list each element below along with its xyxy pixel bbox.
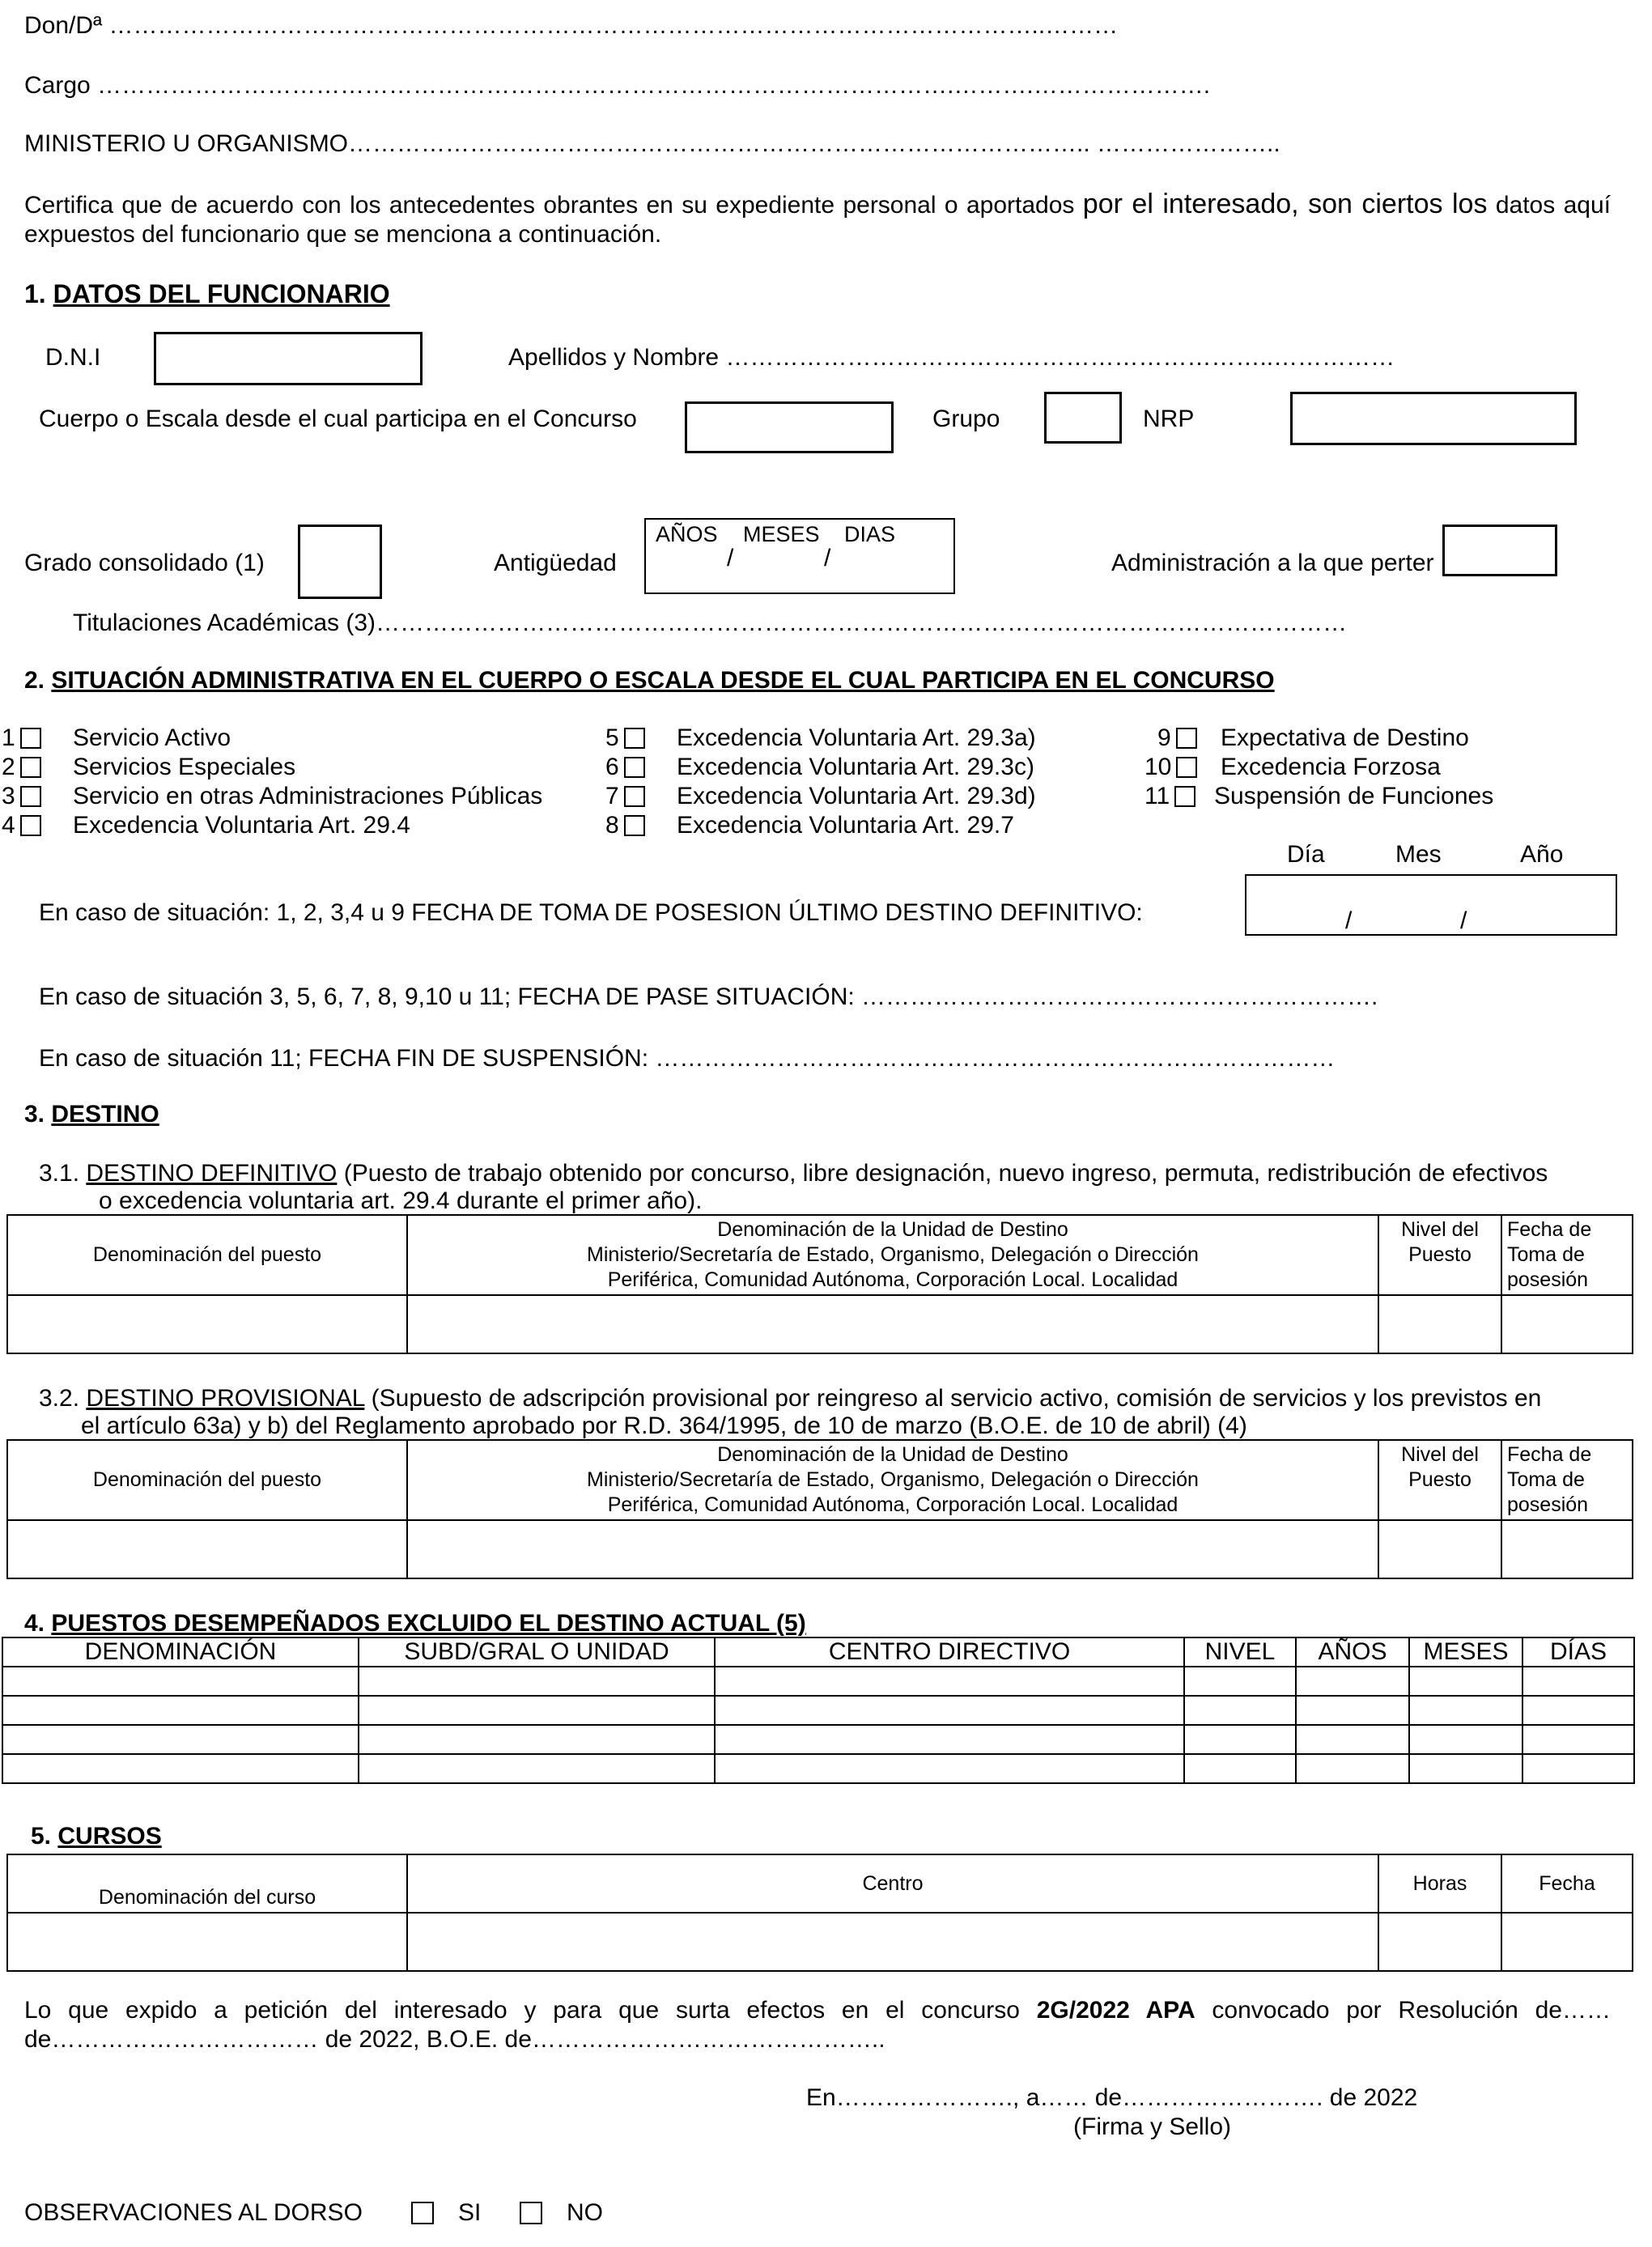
table-cell[interactable] xyxy=(1296,1667,1409,1696)
dias-label: DIAS xyxy=(844,522,896,546)
table-cell[interactable] xyxy=(1184,1725,1296,1754)
dia-label: Día xyxy=(1287,841,1325,868)
table-cell[interactable] xyxy=(1409,1696,1522,1725)
col-denominacion: DENOMINACIÓN xyxy=(2,1637,359,1667)
dni-input[interactable] xyxy=(154,332,423,385)
table-cell[interactable] xyxy=(715,1725,1184,1754)
table-cell[interactable] xyxy=(1184,1696,1296,1725)
table-cell[interactable] xyxy=(359,1696,715,1725)
certifica-text-3: datos aquí expuestos del funcionario que se menciona a continuación. xyxy=(24,192,1611,248)
table-cell[interactable] xyxy=(1522,1696,1634,1725)
header-puesto: Denominación del puesto xyxy=(7,1440,407,1520)
col-centro-directivo: CENTRO DIRECTIVO xyxy=(715,1637,1184,1667)
section-1-heading xyxy=(24,278,390,309)
header-puesto: Denominación del puesto xyxy=(7,1215,407,1295)
situacion-label-8: Excedencia Voluntaria Art. 29.7 xyxy=(677,812,1014,839)
cell-fecha[interactable] xyxy=(1501,1295,1633,1353)
grupo-label: Grupo xyxy=(932,406,1000,432)
table-cell[interactable] xyxy=(359,1754,715,1783)
situacion-option-9[interactable]: 9 xyxy=(1157,724,1197,753)
header-fecha: Fecha de Toma de posesión xyxy=(1501,1215,1633,1295)
table-cell[interactable] xyxy=(1409,1754,1522,1783)
cargo-line xyxy=(24,71,1210,100)
table-cell[interactable] xyxy=(1184,1667,1296,1696)
table-cell[interactable] xyxy=(1522,1725,1634,1754)
table-cell[interactable] xyxy=(2,1696,359,1725)
checkbox[interactable] xyxy=(624,786,645,807)
observaciones-label: OBSERVACIONES AL DORSO xyxy=(24,2199,363,2226)
checkbox[interactable] xyxy=(20,757,41,778)
expido-paragraph xyxy=(24,1996,1611,2054)
don-label: Don/Dª xyxy=(24,12,103,39)
certifica-text-2: por el interesado, son ciertos los xyxy=(1082,189,1488,219)
administracion-label: Administración a la que perter xyxy=(1111,550,1434,576)
header-unidad: Denominación de la Unidad de Destino Ministerio/Secretaría de Estado, Organismo, Delegación o Dirección Periférica, Comunidad Autónoma, Corporación Local. Localidad xyxy=(407,1440,1378,1520)
titulaciones-label: Titulaciones Académicas (3) xyxy=(73,610,376,636)
cargo-field[interactable]: …………………………………………………………………………………………….……….…………………. xyxy=(97,72,1211,99)
table-cell[interactable] xyxy=(359,1667,715,1696)
titulaciones-field[interactable]: ………………………………………………………………………………………………………… xyxy=(376,610,1348,636)
col-meses: MESES xyxy=(1409,1637,1522,1667)
puestos-table xyxy=(2,1637,1635,1784)
cargo-label: Cargo xyxy=(24,72,91,99)
table-cell[interactable] xyxy=(1522,1667,1634,1696)
situacion-label-4: Excedencia Voluntaria Art. 29.4 xyxy=(73,812,410,839)
nrp-input[interactable] xyxy=(1290,392,1577,445)
table-cell[interactable] xyxy=(715,1754,1184,1783)
antiguedad-slash-2: / xyxy=(824,545,831,571)
destino-definitivo-line-1 xyxy=(39,1159,1548,1188)
col-horas: Horas xyxy=(1378,1854,1501,1913)
col-nivel: NIVEL xyxy=(1184,1637,1296,1667)
header-nivel: Nivel del Puesto xyxy=(1378,1215,1501,1295)
situacion-option-1[interactable]: 1 xyxy=(2,724,41,753)
section-5-heading xyxy=(31,1821,162,1852)
section-2-heading xyxy=(24,665,1275,696)
table-cell[interactable] xyxy=(1296,1696,1409,1725)
destino-definitivo-title: DESTINO DEFINITIVO xyxy=(86,1160,338,1187)
section-2-title: SITUACIÓN ADMINISTRATIVA EN EL CUERPO O ESCALA DESDE EL CUAL PARTICIPA EN EL CONCURSO xyxy=(51,667,1275,694)
table-cell[interactable] xyxy=(1501,1913,1633,1971)
table-cell[interactable] xyxy=(715,1667,1184,1696)
situacion-option-10[interactable]: 10 xyxy=(1145,753,1197,782)
table-cell[interactable] xyxy=(2,1725,359,1754)
destino-definitivo-text: (Puesto de trabajo obtenido por concurso, libre designación, nuevo ingreso, permuta, redistribución de efectivos xyxy=(337,1160,1548,1187)
cursos-table xyxy=(6,1854,1633,1972)
cell-unidad[interactable] xyxy=(407,1520,1378,1578)
section-5-number: 5. xyxy=(31,1823,58,1850)
col-fecha: Fecha xyxy=(1501,1854,1633,1913)
situacion-option-11[interactable]: 11 xyxy=(1145,782,1195,811)
table-row xyxy=(2,1667,1634,1696)
lugar-fecha-line[interactable]: En…………………., a…… de……………………. de 2022 xyxy=(806,2084,1418,2111)
checkbox[interactable] xyxy=(20,728,41,749)
section-4-heading xyxy=(24,1611,806,1637)
table-cell[interactable] xyxy=(715,1696,1184,1725)
observaciones-si-checkbox[interactable] xyxy=(411,2202,434,2224)
section-3-title: DESTINO xyxy=(51,1101,159,1128)
checkbox[interactable] xyxy=(20,815,41,836)
table-cell[interactable] xyxy=(7,1913,407,1971)
titulaciones-line xyxy=(73,609,1347,638)
table-cell[interactable] xyxy=(1296,1725,1409,1754)
table-header-row xyxy=(7,1854,1633,1913)
situacion-label-10: Excedencia Forzosa xyxy=(1221,754,1441,780)
table-header-row xyxy=(7,1440,1633,1520)
mes-label: Mes xyxy=(1395,841,1442,868)
ano-label: Año xyxy=(1520,841,1564,868)
expido-text-1: Lo que expido a petición del interesado y para que surta efectos en el concurso xyxy=(24,1997,1037,2024)
fecha-toma-slash-2: / xyxy=(1460,907,1467,934)
destino-definitivo-number: 3.1. xyxy=(39,1160,87,1187)
antiguedad-label: Antigüedad xyxy=(494,550,617,576)
ministerio-field[interactable]: ……………………………………………………………………………….. ………………….. xyxy=(348,130,1280,157)
header-unidad: Denominación de la Unidad de Destino Ministerio/Secretaría de Estado, Organismo, Delegación o Dirección Periférica, Comunidad Autónoma, Corporación Local. Localidad xyxy=(407,1215,1378,1295)
table-cell[interactable] xyxy=(1409,1667,1522,1696)
col-anos: AÑOS xyxy=(1296,1637,1409,1667)
destino-provisional-line-1 xyxy=(39,1384,1541,1413)
table-cell[interactable] xyxy=(1409,1725,1522,1754)
cell-fecha[interactable] xyxy=(1501,1520,1633,1578)
situacion-option-4[interactable]: 4 xyxy=(2,811,41,840)
meses-label: MESES xyxy=(743,522,820,546)
situacion-option-6[interactable]: 6 xyxy=(605,753,645,782)
fecha-toma-slash-1: / xyxy=(1345,907,1353,934)
anos-label: AÑOS xyxy=(656,522,718,546)
cell-nivel[interactable] xyxy=(1378,1295,1501,1353)
situacion-label-6: Excedencia Voluntaria Art. 29.3c) xyxy=(677,754,1034,780)
section-3-heading xyxy=(24,1099,159,1130)
observaciones-no-label: NO xyxy=(567,2199,603,2226)
table-cell[interactable] xyxy=(1522,1754,1634,1783)
situacion-option-5[interactable]: 5 xyxy=(605,724,645,753)
grado-label: Grado consolidado (1) xyxy=(24,550,265,576)
destino-provisional-table xyxy=(6,1439,1633,1579)
fecha-toma-label: En caso de situación: 1, 2, 3,4 u 9 FECHA DE TOMA DE POSESION ÚLTIMO DESTINO DEFINITIVO: xyxy=(39,899,1143,926)
table-row xyxy=(2,1754,1634,1783)
col-curso: Denominación del curso xyxy=(7,1854,407,1913)
situacion-label-7: Excedencia Voluntaria Art. 29.3d) xyxy=(677,783,1036,809)
situacion-label-9: Expectativa de Destino xyxy=(1221,724,1469,751)
section-5-title: CURSOS xyxy=(57,1823,162,1850)
section-4-title: PUESTOS DESEMPEÑADOS EXCLUIDO EL DESTINO ACTUAL (5) xyxy=(51,1610,806,1637)
table-cell[interactable] xyxy=(1296,1754,1409,1783)
checkbox[interactable] xyxy=(624,757,645,778)
dni-label: D.N.I xyxy=(45,344,101,371)
header-nivel: Nivel del Puesto xyxy=(1378,1440,1501,1520)
table-cell[interactable] xyxy=(359,1725,715,1754)
col-centro: Centro xyxy=(407,1854,1378,1913)
cell-puesto[interactable] xyxy=(7,1520,407,1578)
don-line xyxy=(24,11,1118,40)
section-1-title: DATOS DEL FUNCIONARIO xyxy=(53,279,390,308)
table-cell[interactable] xyxy=(407,1913,1378,1971)
situacion-label-3: Servicio en otras Administraciones Públicas xyxy=(73,783,543,809)
observaciones-no-checkbox[interactable] xyxy=(520,2202,542,2224)
cell-puesto[interactable] xyxy=(7,1295,407,1353)
table-cell[interactable] xyxy=(1184,1754,1296,1783)
apellidos-field[interactable]: …………………………………………………………..…………… xyxy=(725,344,1395,371)
section-1-number: 1. xyxy=(24,279,53,308)
situacion-option-8[interactable]: 8 xyxy=(605,811,645,840)
don-field[interactable]: ……………………………………………………………………………………………………..……… xyxy=(108,12,1119,39)
situacion-option-3[interactable]: 3 xyxy=(2,782,41,811)
table-row xyxy=(2,1696,1634,1725)
col-subdireccion: SUBD/GRAL O UNIDAD xyxy=(359,1637,715,1667)
checkbox[interactable] xyxy=(1176,757,1197,778)
destino-provisional-title: DESTINO PROVISIONAL xyxy=(86,1385,365,1412)
cell-unidad[interactable] xyxy=(407,1295,1378,1353)
table-header-row xyxy=(7,1215,1633,1295)
destino-provisional-number: 3.2. xyxy=(39,1385,87,1412)
fecha-toma-input[interactable] xyxy=(1245,874,1617,936)
expido-text-2: convocado por Resolución de…… de…………………………… de 2022, B.O.E. de…………………………………….. xyxy=(24,1997,1611,2053)
destino-provisional-line-2: el artículo 63a) y b) del Reglamento aprobado por R.D. 364/1995, de 10 de marzo (B.O.E. de 10 de abril) (4) xyxy=(81,1412,1247,1439)
cuerpo-label: Cuerpo o Escala desde el cual participa en el Concurso xyxy=(39,406,637,432)
grado-input[interactable] xyxy=(298,525,382,599)
administracion-input[interactable] xyxy=(1442,525,1557,576)
table-header-row xyxy=(2,1637,1634,1667)
grupo-input[interactable] xyxy=(1044,392,1122,444)
table-row xyxy=(2,1725,1634,1754)
checkbox[interactable] xyxy=(1176,728,1197,749)
ministerio-line xyxy=(24,130,1280,159)
checkbox[interactable] xyxy=(624,728,645,749)
firma-label: (Firma y Sello) xyxy=(1073,2113,1232,2140)
apellidos-label: Apellidos y Nombre xyxy=(508,344,720,371)
destino-provisional-text: (Supuesto de adscripción provisional por reingreso al servicio activo, comisión de servicios y los previstos en xyxy=(364,1385,1542,1412)
table-row xyxy=(7,1295,1633,1353)
situacion-label-11: Suspensión de Funciones xyxy=(1214,783,1494,809)
apellidos-line xyxy=(508,343,1395,372)
certifica-text-1: Certifica que de acuerdo con los antecedentes obrantes en su expediente personal o aportados xyxy=(24,192,1083,219)
expido-concurso: 2G/2022 APA xyxy=(1036,1997,1195,2024)
cuerpo-input[interactable] xyxy=(685,401,894,453)
section-4-number: 4. xyxy=(24,1610,52,1637)
table-cell[interactable] xyxy=(1378,1913,1501,1971)
situacion-option-7[interactable]: 7 xyxy=(605,782,645,811)
section-2-number: 2. xyxy=(24,667,52,694)
destino-definitivo-table xyxy=(6,1214,1633,1354)
fecha-fin-line[interactable]: En caso de situación 11; FECHA FIN DE SUSPENSIÓN: ………………………………………………………………………… xyxy=(39,1045,1336,1072)
cell-nivel[interactable] xyxy=(1378,1520,1501,1578)
col-dias: DÍAS xyxy=(1522,1637,1634,1667)
table-row xyxy=(7,1520,1633,1578)
section-3-number: 3. xyxy=(24,1101,52,1128)
table-cell[interactable] xyxy=(2,1667,359,1696)
situacion-label-5: Excedencia Voluntaria Art. 29.3a) xyxy=(677,724,1036,751)
observaciones-si-label: SI xyxy=(458,2199,482,2226)
fecha-pase-line[interactable]: En caso de situación 3, 5, 6, 7, 8, 9,10 u 11; FECHA DE PASE SITUACIÓN: ………………………………………………………. xyxy=(39,983,1378,1010)
antiguedad-slash-1: / xyxy=(727,545,734,571)
nrp-label: NRP xyxy=(1143,406,1195,432)
checkbox[interactable] xyxy=(20,786,41,807)
table-row xyxy=(7,1913,1633,1971)
table-cell[interactable] xyxy=(2,1754,359,1783)
checkbox[interactable] xyxy=(1174,786,1195,807)
ministerio-label: MINISTERIO U ORGANISMO xyxy=(24,130,349,157)
situacion-label-2: Servicios Especiales xyxy=(73,754,296,780)
situacion-label-1: Servicio Activo xyxy=(73,724,231,751)
checkbox[interactable] xyxy=(624,815,645,836)
header-fecha: Fecha de Toma de posesión xyxy=(1501,1440,1633,1520)
destino-definitivo-line-2: o excedencia voluntaria art. 29.4 durante el primer año). xyxy=(99,1187,703,1214)
certifica-paragraph xyxy=(24,189,1611,249)
situacion-option-2[interactable]: 2 xyxy=(2,753,41,782)
